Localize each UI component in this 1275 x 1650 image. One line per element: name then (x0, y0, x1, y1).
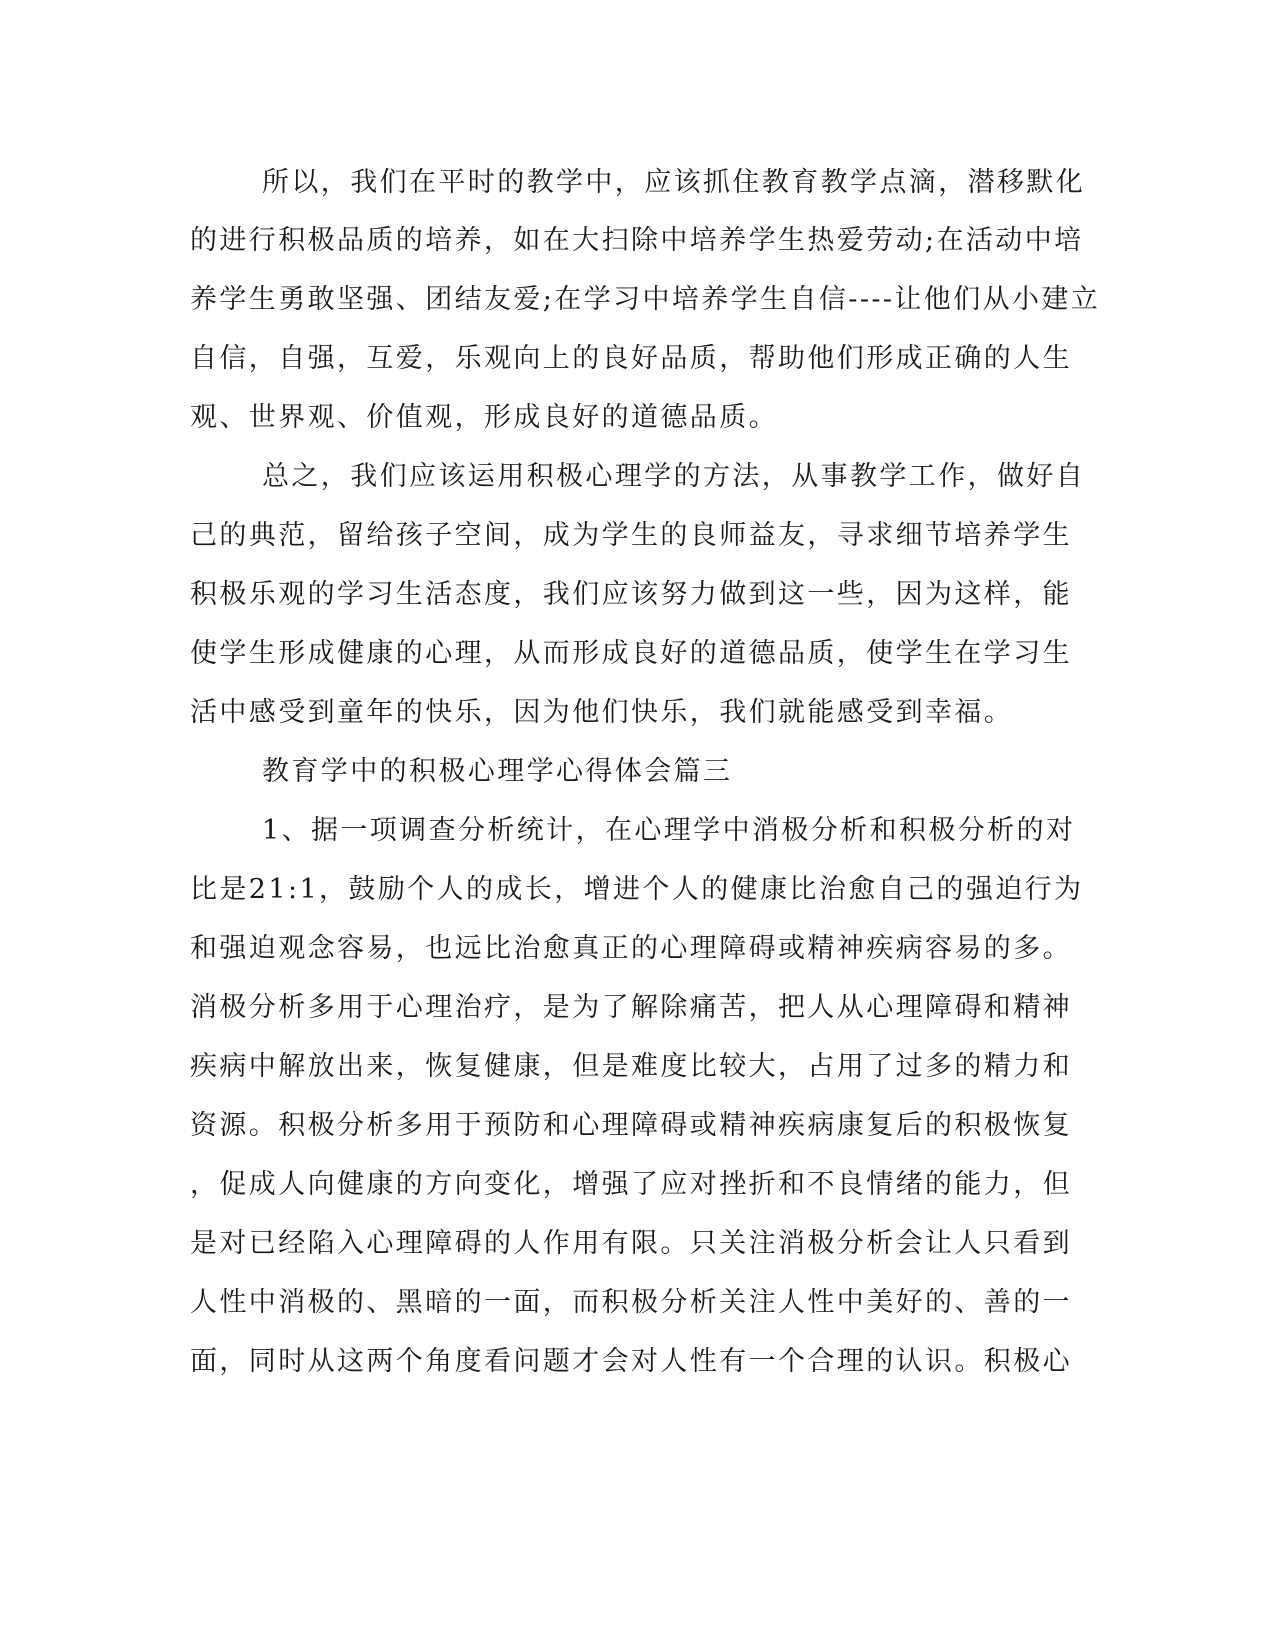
paragraph-line: 积极乐观的学习生活态度，我们应该努力做到这一些，因为这样，能 (190, 579, 1072, 610)
paragraph-line: 人性中消极的、黑暗的一面，而积极分析关注人性中美好的、善的一 (190, 1287, 1072, 1318)
section-heading: 教育学中的积极心理学心得体会篇三 (262, 756, 733, 787)
paragraph-line: 疾病中解放出来，恢复健康，但是难度比较大，占用了过多的精力和 (190, 1051, 1072, 1082)
paragraph-line: 是对已经陷入心理障碍的人作用有限。只关注消极分析会让人只看到 (190, 1228, 1072, 1259)
paragraph-line: 观、世界观、价值观，形成良好的道德品质。 (190, 402, 778, 433)
paragraph-line: 比是21:1，鼓励个人的成长，增进个人的健康比治愈自己的强迫行为 (190, 874, 1084, 905)
paragraph-line: 活中感受到童年的快乐，因为他们快乐，我们就能感受到幸福。 (190, 697, 1014, 728)
paragraph-line: 消极分析多用于心理治疗，是为了解除痛苦，把人从心理障碍和精神 (190, 992, 1072, 1023)
paragraph-line: 资源。积极分析多用于预防和心理障碍或精神疾病康复后的积极恢复 (190, 1110, 1072, 1141)
paragraph-line: ，促成人向健康的方向变化，增强了应对挫折和不良情绪的能力，但 (190, 1169, 1072, 1200)
paragraph-line: 1、据一项调查分析统计，在心理学中消极分析和积极分析的对 (262, 815, 1076, 846)
paragraph-line: 的进行积极品质的培养，如在大扫除中培养学生热爱劳动;在活动中培 (190, 225, 1084, 256)
paragraph-line: 己的典范，留给孩子空间，成为学生的良师益友，寻求细节培养学生 (190, 520, 1072, 551)
paragraph-line: 面，同时从这两个角度看问题才会对人性有一个合理的认识。积极心 (190, 1346, 1072, 1377)
paragraph-line: 总之，我们应该运用积极心理学的方法，从事教学工作，做好自 (262, 461, 1086, 492)
paragraph-line: 养学生勇敢坚强、团结友爱;在学习中培养学生自信----让他们从小建立 (190, 284, 1101, 315)
paragraph-line: 所以，我们在平时的教学中，应该抓住教育教学点滴，潜移默化 (262, 167, 1086, 198)
paragraph-line: 使学生形成健康的心理，从而形成良好的道德品质，使学生在学习生 (190, 638, 1072, 669)
paragraph-line: 自信，自强，互爱，乐观向上的良好品质，帮助他们形成正确的人生 (190, 343, 1072, 374)
paragraph-line: 和强迫观念容易，也远比治愈真正的心理障碍或精神疾病容易的多。 (190, 933, 1072, 964)
